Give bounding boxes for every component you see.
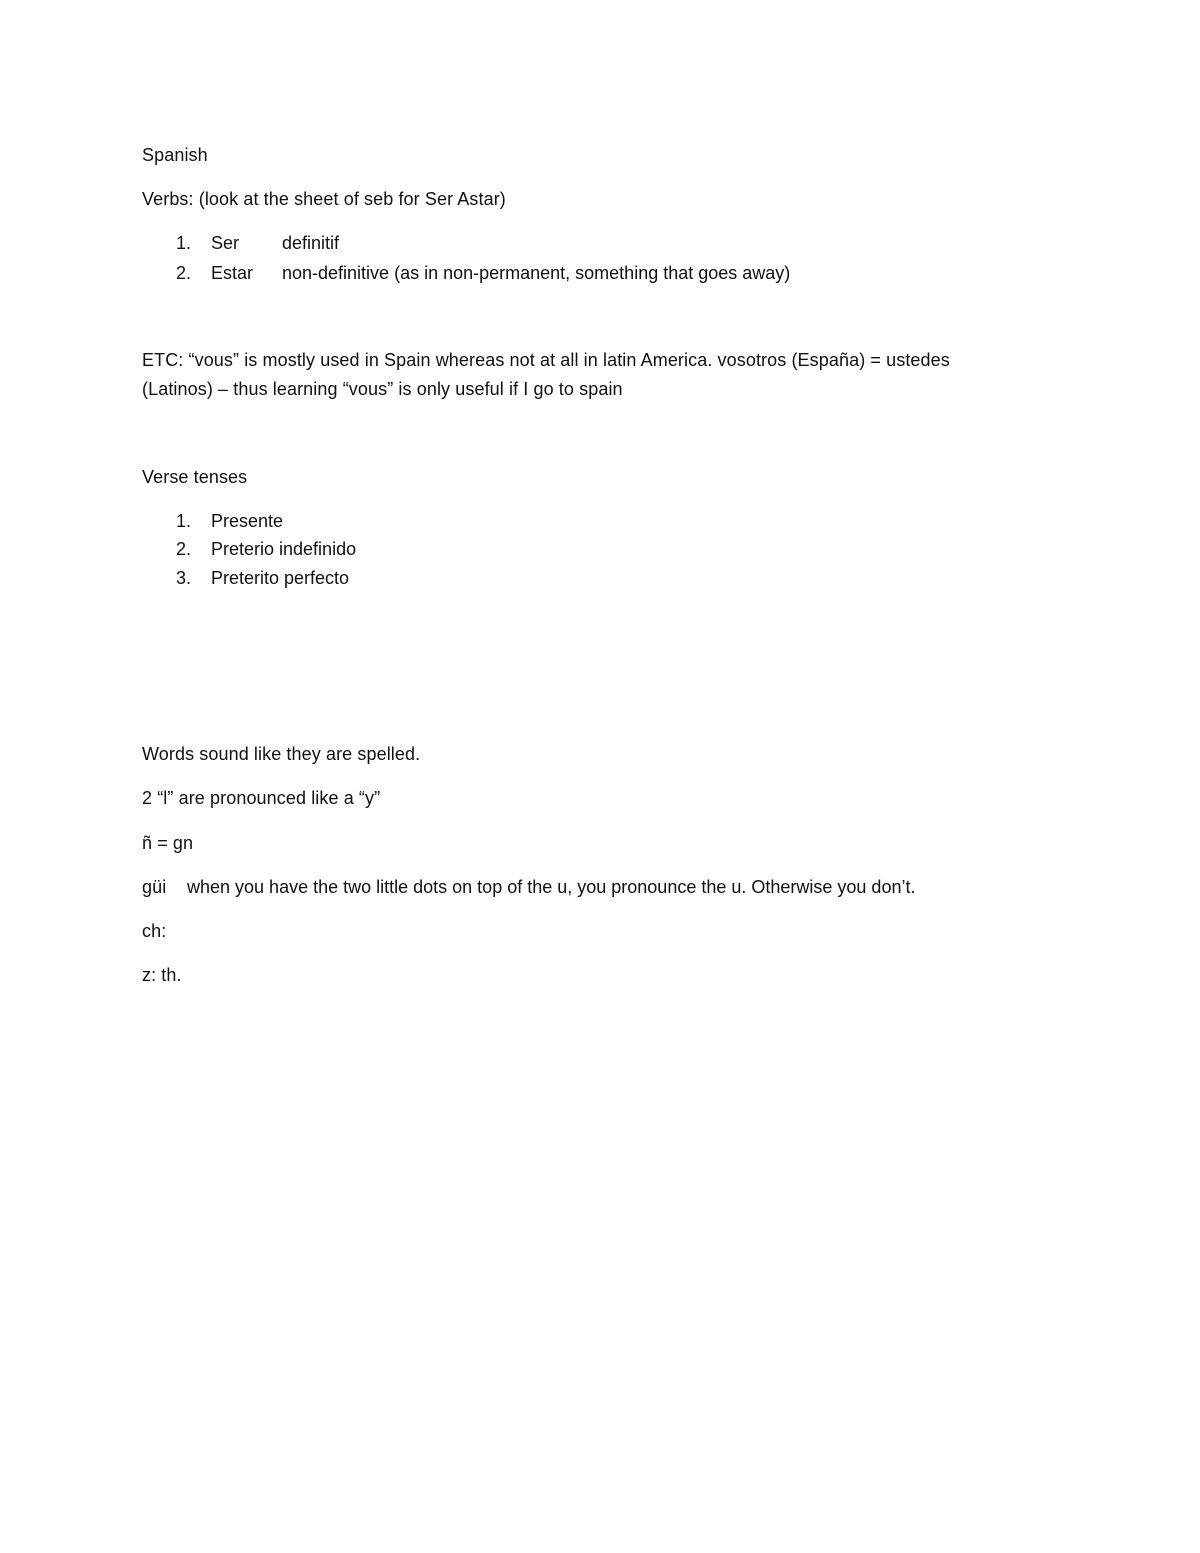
list-number: 2. bbox=[176, 539, 192, 559]
pronunciation-line: 2 “l” are pronounced like a “y” bbox=[142, 788, 381, 808]
pronunciation-term: güi bbox=[142, 877, 167, 897]
pronunciation-line: ñ = gn bbox=[142, 833, 194, 853]
tenses-heading: Verse tenses bbox=[142, 467, 248, 487]
list-number: 1. bbox=[176, 233, 192, 253]
etc-paragraph-line1: ETC: “vous” is mostly used in Spain whereas not at all in latin America. vosotros (España) = ustedes bbox=[142, 350, 950, 370]
tense-item: Presente bbox=[211, 511, 284, 531]
verb-meaning: definitif bbox=[282, 233, 340, 253]
tense-item: Preterio indefinido bbox=[211, 539, 357, 559]
pronunciation-line: ch: bbox=[142, 921, 167, 941]
verb-term: Ser bbox=[211, 233, 240, 253]
verb-meaning: non-definitive (as in non-permanent, something that goes away) bbox=[282, 263, 791, 283]
etc-paragraph-line2: (Latinos) – thus learning “vous” is only useful if I go to spain bbox=[142, 379, 623, 399]
verb-term: Estar bbox=[211, 263, 254, 283]
list-number: 3. bbox=[176, 568, 192, 588]
verbs-heading: Verbs: (look at the sheet of seb for Ser Astar) bbox=[142, 189, 506, 209]
list-number: 1. bbox=[176, 511, 192, 531]
list-number: 2. bbox=[176, 263, 192, 283]
pronunciation-line: z: th. bbox=[142, 965, 182, 985]
tense-item: Preterito perfecto bbox=[211, 568, 350, 588]
pronunciation-line: Words sound like they are spelled. bbox=[142, 744, 421, 764]
document-title: Spanish bbox=[142, 145, 208, 165]
pronunciation-explanation: when you have the two little dots on top of the u, you pronounce the u. Otherwise you don’t. bbox=[187, 877, 916, 897]
